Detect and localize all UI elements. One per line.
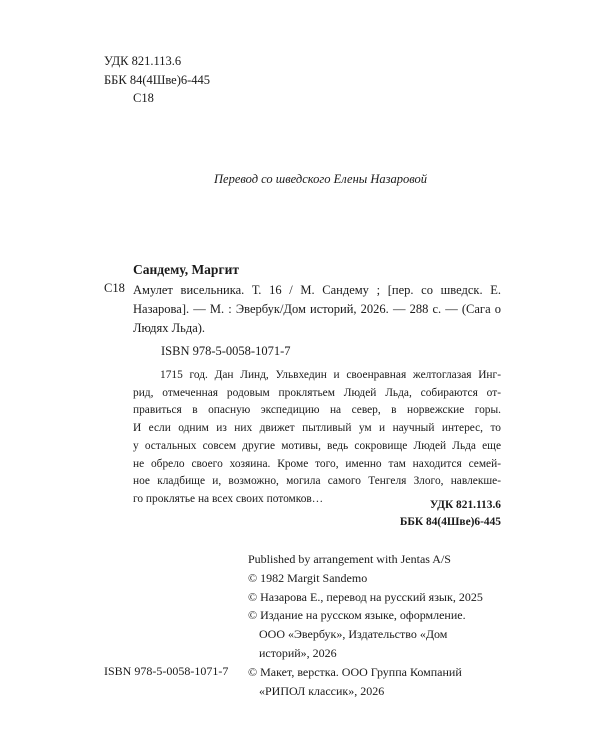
copyright-line: © 1982 Margit Sandemo xyxy=(248,570,368,585)
annotation-line: 1715 год. Дан Линд, Ульвхедин и своенравная желтоглазая Инг- xyxy=(160,369,501,381)
udk-block xyxy=(104,52,210,108)
copyright-line: © Издание на русском языке, оформление. xyxy=(248,608,466,623)
isbn-bottom: ISBN 978-5-0058-1071-7 xyxy=(104,664,229,678)
udk-code: УДК 821.113.6 xyxy=(104,54,182,68)
copyright-block xyxy=(248,550,483,700)
copyright-line: © Назарова Е., перевод на русский язык, 2025 xyxy=(248,589,483,604)
bbk-code: ББК 84(4Шве)6-445 xyxy=(104,72,211,87)
catalog-code: С18 xyxy=(104,281,125,295)
isbn-main: ISBN 978-5-0058-1071-7 xyxy=(161,344,291,358)
annotation-line: рид, отмеченная родовым проклятьем Людей Льда, собираются от- xyxy=(133,386,501,399)
classification-codes xyxy=(400,497,501,531)
annotation xyxy=(133,367,501,509)
copyright-line: историй», 2026 xyxy=(259,645,337,660)
bbk-code-bold: ББК 84(4Шве)6-445 xyxy=(399,516,501,528)
translation-note: Перевод со шведского Елены Назаровой xyxy=(214,172,428,186)
author-heading: Сандему, Маргит xyxy=(133,262,239,277)
annotation-line: ное кладбище и, возможно, могила самого Тенгеля Злого, навлекше- xyxy=(133,475,501,488)
copyright-line: «РИПОЛ классик», 2026 xyxy=(259,683,385,698)
annotation-line: го проклятье на всех своих потомков… xyxy=(133,492,324,505)
bibliographic-record: Амулет висельника. Т. 16 / М. Сандему ; [пер. со шведск. Е. Назарова]. — М. : Эвербук/Дом историй, 2026. — 288 с. — (Сага о Людях Льда). xyxy=(133,283,501,335)
annotation-line: не обрело своего хозяина. Кроме того, именно там находится семей- xyxy=(133,457,501,470)
annotation-line: правиться в опасную экспедицию на север, в норвежские горы. xyxy=(133,404,501,417)
annotation-line: у остальных совсем другие мотивы, ведь сокровище Людей Льда еще xyxy=(133,439,501,452)
author-mark: С18 xyxy=(133,91,154,105)
copyright-line: ООО «Эвербук», Издательство «Дом xyxy=(259,627,448,642)
copyright-line: Published by arrangement with Jentas A/S xyxy=(248,552,451,566)
udk-code-bold: УДК 821.113.6 xyxy=(429,499,501,511)
copyright-line: © Макет, верстка. ООО Группа Компаний xyxy=(248,664,462,679)
annotation-line: И если одним из них движет пытливый ум и научный интерес, то xyxy=(133,422,501,435)
